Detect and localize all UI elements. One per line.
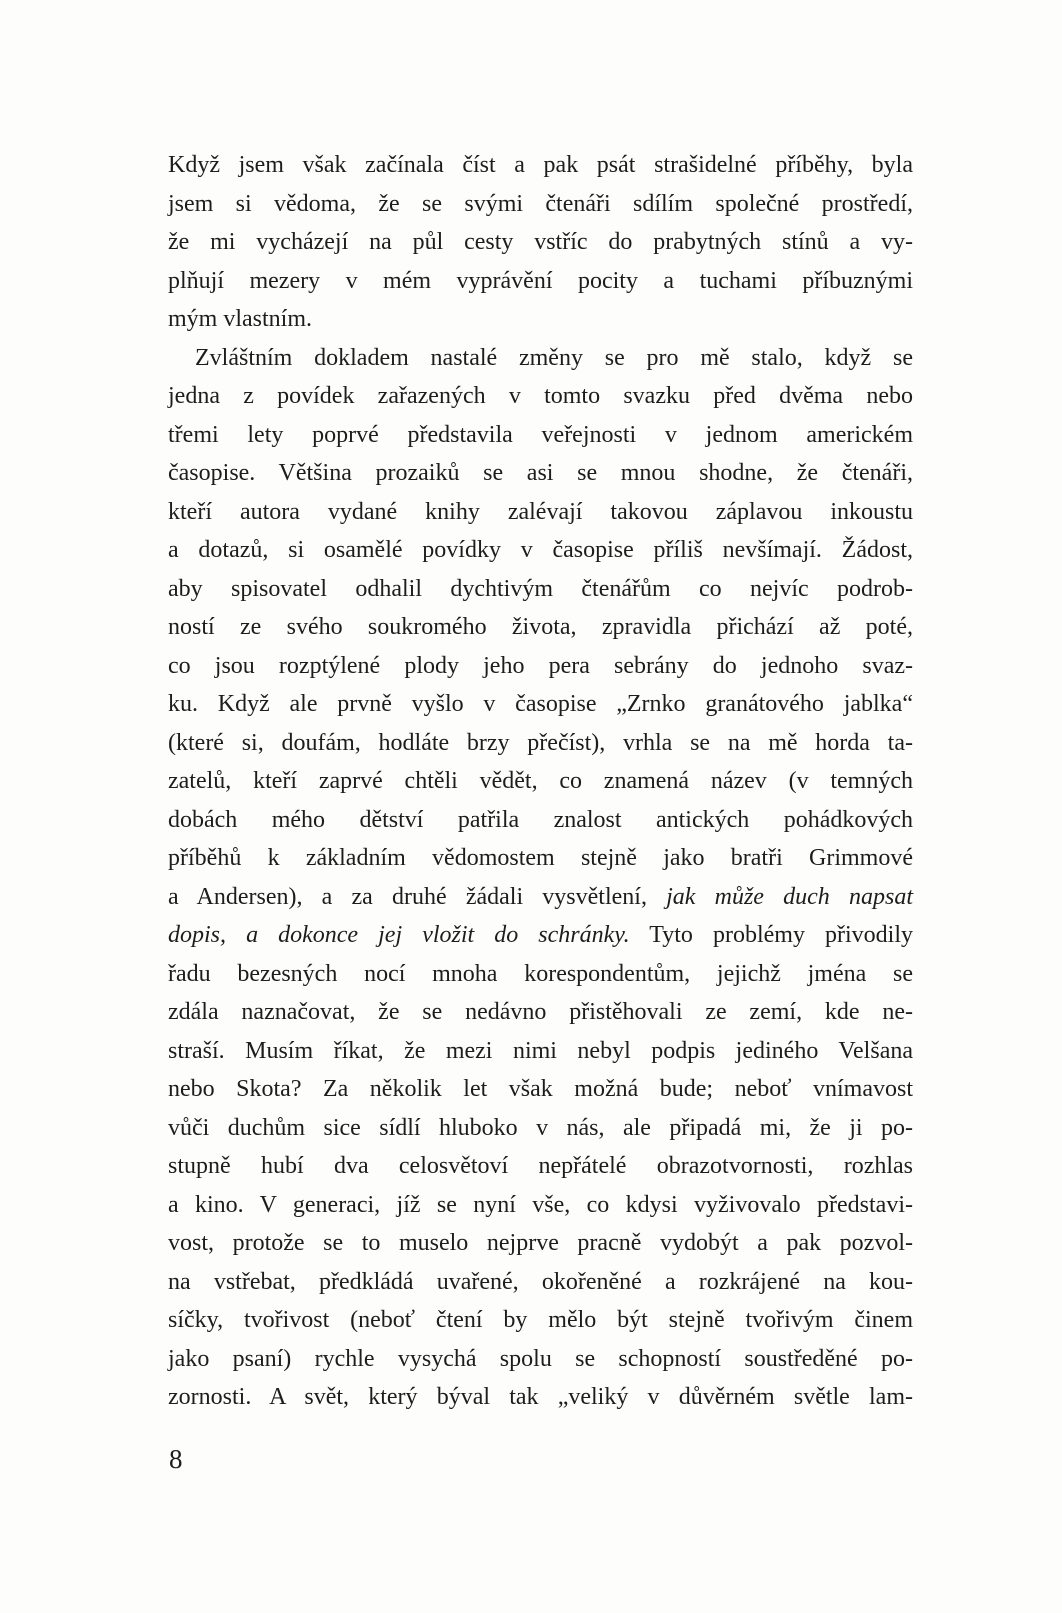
emphasized-text: dopis, a dokonce jej vložit do schránky. <box>168 922 630 948</box>
text-line <box>168 454 913 493</box>
text-line <box>168 146 913 185</box>
text-line <box>168 339 913 378</box>
text-line <box>168 185 913 224</box>
text-line <box>168 1263 913 1302</box>
body-text: aby spisovatel odhalil dychtivým čtenářům co nejvíc podrob- <box>168 575 913 602</box>
text-line <box>168 685 913 724</box>
body-text: zatelů, kteří zaprvé chtěli vědět, co znamená název (v temných <box>168 768 913 794</box>
body-text: jedna z povídek zařazených v tomto svazku před dvěma nebo <box>168 383 913 409</box>
text-line <box>168 493 913 532</box>
body-text: jsem si vědoma, že se svými čtenáři sdílím společné prostředí, <box>168 190 913 217</box>
body-text: a Andersen), a za druhé žádali vysvětlení, <box>168 883 667 910</box>
body-text: zornosti. A svět, který býval tak „veliký v důvěrném světle lam- <box>168 1384 913 1410</box>
body-text: jako psaní) rychle vysychá spolu se schopností soustředěné po- <box>168 1345 913 1372</box>
text-line <box>168 1032 913 1071</box>
body-text: nebo Skota? Za několik let však možná bude; neboť vnímavost <box>168 1076 913 1102</box>
text-line <box>168 762 913 801</box>
text-line <box>168 878 913 917</box>
body-text: (které si, doufám, hodláte brzy přečíst), vrhla se na mě horda ta- <box>168 729 913 756</box>
body-text: řadu bezesných nocí mnoha korespondentům, jejichž jména se <box>168 960 913 987</box>
emphasized-text: jak může duch napsat <box>666 883 913 910</box>
body-text: kteří autora vydané knihy zalévají takovou záplavou inkoustu <box>168 498 913 525</box>
body-text: ku. Když ale prvně vyšlo v časopise „Zrnko granátového jablka“ <box>168 691 913 717</box>
body-text: straší. Musím říkat, že mezi nimi nebyl podpis jediného Velšana <box>168 1037 913 1064</box>
paragraph <box>168 146 913 339</box>
body-text: třemi lety poprvé představila veřejnosti v jednom americkém <box>168 421 913 448</box>
text-line <box>168 1301 913 1340</box>
text-line <box>168 1147 913 1186</box>
body-text: a dotazů, si osamělé povídky v časopise příliš nevšímají. Žádost, <box>168 537 913 563</box>
text-line <box>168 955 913 994</box>
text-line <box>168 531 913 570</box>
text-block <box>168 146 913 1417</box>
text-line <box>168 1224 913 1263</box>
text-line <box>168 839 913 878</box>
text-line <box>168 1186 913 1225</box>
text-line <box>168 916 913 955</box>
text-line <box>168 1340 913 1379</box>
body-text: že mi vycházejí na půl cesty vstříc do prabytných stínů a vy- <box>168 229 913 255</box>
text-line <box>168 608 913 647</box>
text-line <box>168 262 913 301</box>
body-text: ností ze svého soukromého života, zpravidla přichází až poté, <box>168 614 913 640</box>
text-line <box>168 647 913 686</box>
text-line <box>168 377 913 416</box>
body-text: co jsou rozptýlené plody jeho pera sebrány do jednoho svaz- <box>168 652 913 679</box>
body-text: vost, protože se to muselo nejprve pracně vydobýt a pak pozvol- <box>168 1230 913 1256</box>
text-line <box>168 570 913 609</box>
body-text: Tyto problémy přivodily <box>629 922 913 948</box>
body-text: vůči duchům sice sídlí hluboko v nás, ale připadá mi, že ji po- <box>168 1114 913 1141</box>
paragraph <box>168 339 913 1417</box>
text-line <box>168 724 913 763</box>
body-text: Když jsem však začínala číst a pak psát strašidelné příběhy, byla <box>168 152 913 178</box>
body-text: síčky, tvořivost (neboť čtení by mělo být stejně tvořivým činem <box>168 1307 913 1333</box>
body-text: Zvláštním dokladem nastalé změny se pro mě stalo, když se <box>195 344 913 371</box>
body-text: dobách mého dětství patřila znalost antických pohádkových <box>168 806 913 833</box>
body-text: mým vlastním. <box>168 306 312 332</box>
text-line <box>168 1378 913 1417</box>
text-line <box>168 993 913 1032</box>
text-line <box>168 223 913 262</box>
text-line <box>168 416 913 455</box>
body-text: časopise. Většina prozaiků se asi se mnou shodne, že čtenáři, <box>168 460 913 486</box>
body-text: příběhů k základním vědomostem stejně jako bratři Grimmové <box>168 845 913 871</box>
text-line <box>168 1109 913 1148</box>
body-text: a kino. V generaci, jíž se nyní vše, co kdysi vyživovalo představi- <box>168 1191 913 1218</box>
text-line <box>168 801 913 840</box>
body-text: zdála naznačovat, že se nedávno přistěhovali ze zemí, kde ne- <box>168 999 913 1025</box>
text-line <box>168 300 913 339</box>
body-text: na vstřebat, předkládá uvařené, okořeněné a rozkrájené na kou- <box>168 1268 913 1295</box>
page-number: 8 <box>169 1444 183 1474</box>
text-line <box>168 1070 913 1109</box>
body-text: stupně hubí dva celosvětoví nepřátelé obrazotvornosti, rozhlas <box>168 1153 913 1179</box>
body-text: plňují mezery v mém vyprávění pocity a tuchami příbuznými <box>168 267 913 294</box>
